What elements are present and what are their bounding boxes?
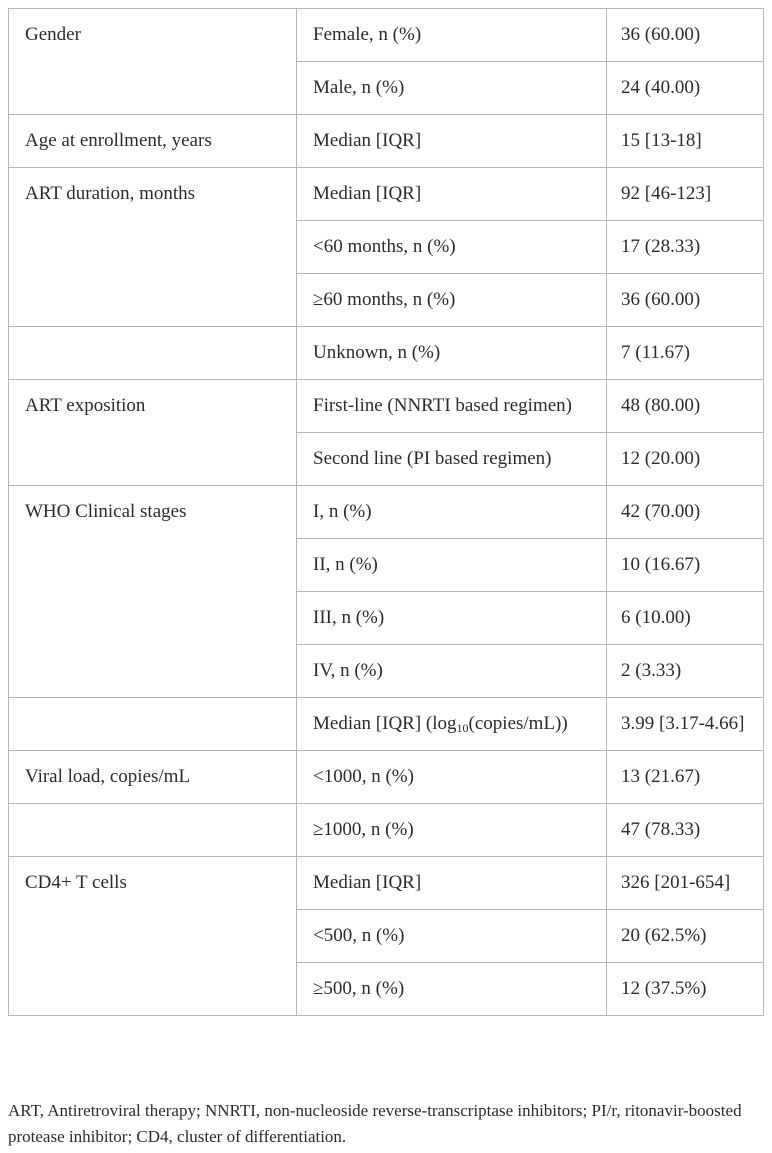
category-cell: IV, n (%)	[297, 645, 607, 698]
category-cell: Median [IQR]	[297, 115, 607, 168]
row-label-age: Age at enrollment, years	[9, 115, 297, 168]
value-cell: 20 (62.5%)	[607, 910, 764, 963]
table-row	[9, 115, 764, 168]
category-cell	[297, 698, 607, 751]
category-cell: Second line (PI based regimen)	[297, 433, 607, 486]
value-cell: 36 (60.00)	[607, 9, 764, 62]
category-cell: I, n (%)	[297, 486, 607, 539]
value-cell: 10 (16.67)	[607, 539, 764, 592]
value-cell: 6 (10.00)	[607, 592, 764, 645]
category-cell: ≥1000, n (%)	[297, 804, 607, 857]
value-cell: 36 (60.00)	[607, 274, 764, 327]
category-text: Median [IQR] (log	[313, 713, 457, 734]
category-cell: Male, n (%)	[297, 62, 607, 115]
value-cell: 3.99 [3.17-4.66]	[607, 698, 764, 751]
table-row	[9, 751, 764, 804]
value-cell: 48 (80.00)	[607, 380, 764, 433]
row-label-empty	[9, 698, 297, 751]
row-label-art-duration: ART duration, months	[9, 168, 297, 327]
row-label-empty	[9, 327, 297, 380]
row-label-art-exposition: ART exposition	[9, 380, 297, 486]
category-cell: III, n (%)	[297, 592, 607, 645]
category-cell: II, n (%)	[297, 539, 607, 592]
row-label-empty	[9, 804, 297, 857]
value-cell: 47 (78.33)	[607, 804, 764, 857]
category-cell: <500, n (%)	[297, 910, 607, 963]
value-cell: 15 [13-18]	[607, 115, 764, 168]
characteristics-table	[8, 8, 764, 1016]
row-label-viral-load: Viral load, copies/mL	[9, 751, 297, 804]
table-row	[9, 857, 764, 910]
table-row	[9, 327, 764, 380]
table-row	[9, 698, 764, 751]
category-cell: Median [IQR]	[297, 857, 607, 910]
value-cell: 13 (21.67)	[607, 751, 764, 804]
category-cell: ≥500, n (%)	[297, 963, 607, 1016]
category-cell: Median [IQR]	[297, 168, 607, 221]
row-label-cd4: CD4+ T cells	[9, 857, 297, 1016]
value-cell: 326 [201-654]	[607, 857, 764, 910]
category-cell: Unknown, n (%)	[297, 327, 607, 380]
category-cell: <60 months, n (%)	[297, 221, 607, 274]
table-row	[9, 486, 764, 539]
value-cell: 24 (40.00)	[607, 62, 764, 115]
value-cell: 12 (37.5%)	[607, 963, 764, 1016]
value-cell: 42 (70.00)	[607, 486, 764, 539]
value-cell: 7 (11.67)	[607, 327, 764, 380]
category-cell: First-line (NNRTI based regimen)	[297, 380, 607, 433]
value-cell: 92 [46-123]	[607, 168, 764, 221]
category-cell: Female, n (%)	[297, 9, 607, 62]
row-label-who-stages: WHO Clinical stages	[9, 486, 297, 698]
value-cell: 17 (28.33)	[607, 221, 764, 274]
row-label-gender: Gender	[9, 9, 297, 115]
table-footnote: ART, Antiretroviral therapy; NNRTI, non-nucleoside reverse-transcriptase inhibitors; PI/r, ritonavir-boosted protease inhibitor; CD4, cluster of differentiation.	[8, 1101, 742, 1146]
value-cell: 12 (20.00)	[607, 433, 764, 486]
category-cell: <1000, n (%)	[297, 751, 607, 804]
table-row	[9, 168, 764, 221]
table-row	[9, 380, 764, 433]
subscript-text: 10	[456, 721, 469, 735]
category-text: (copies/mL))	[468, 713, 568, 734]
table-row	[9, 804, 764, 857]
category-cell: ≥60 months, n (%)	[297, 274, 607, 327]
value-cell: 2 (3.33)	[607, 645, 764, 698]
table-row	[9, 9, 764, 62]
